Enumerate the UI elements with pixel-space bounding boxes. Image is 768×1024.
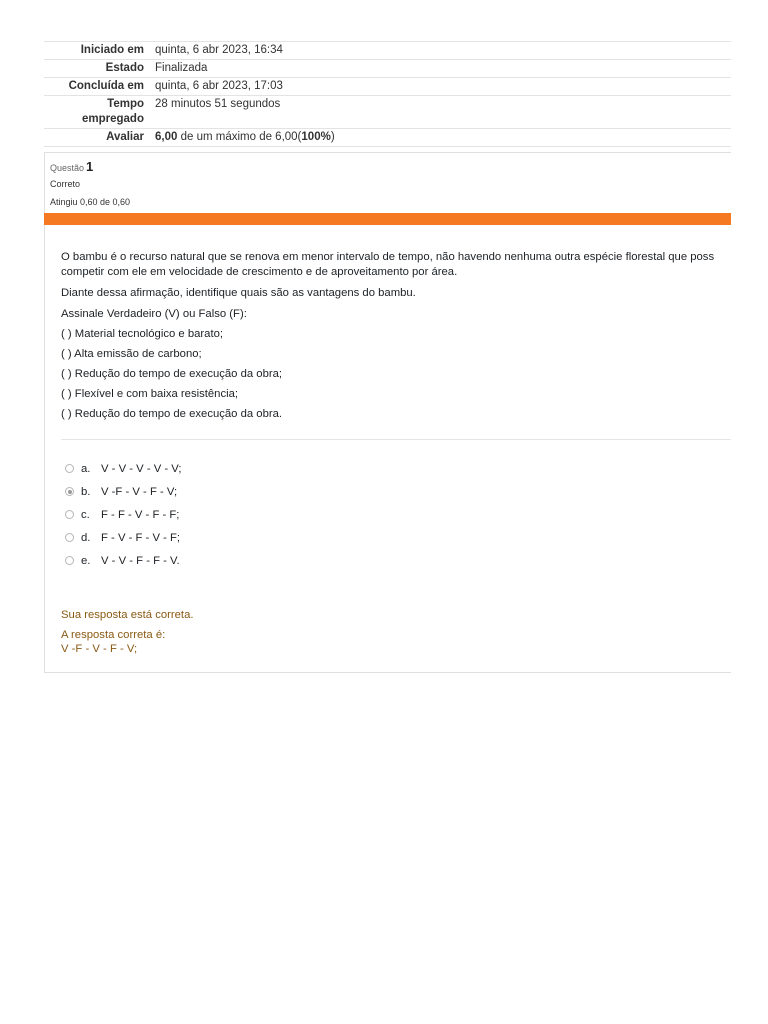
option-letter: a.: [81, 462, 91, 475]
answer-option-b[interactable]: [65, 480, 182, 503]
question-text-line: O bambu é o recurso natural que se renova em menor intervalo de tempo, não havendo nenhuma outra espécie florestal que poss: [61, 251, 715, 263]
radio-button[interactable]: [65, 510, 74, 519]
feedback-box: [61, 608, 194, 656]
option-letter: c.: [81, 508, 90, 521]
question-info-box: [44, 152, 731, 213]
divider: [61, 439, 731, 440]
option-text: V -F - V - F - V;: [101, 485, 178, 498]
question-state: Correto: [50, 179, 81, 189]
question-text-line: competir com ele em velocidade de crescimento e de aproveitamento por área.: [61, 266, 458, 278]
right-answer-label: A resposta correta é:: [61, 629, 166, 641]
summary-label: Tempo empregado: [82, 98, 144, 125]
summary-row-state: [44, 60, 731, 78]
summary-value: 28 minutos 51 segundos: [155, 98, 281, 110]
statement-item: ( ) Alta emissão de carbono;: [61, 348, 202, 360]
grade-score: 6,00: [155, 131, 178, 143]
question-content: [44, 225, 731, 673]
feedback-correct-message: Sua resposta está correta.: [61, 609, 194, 621]
summary-label: Iniciado em: [80, 44, 144, 56]
question-number-value: 1: [86, 159, 94, 174]
question-text-line: Assinale Verdadeiro (V) ou Falso (F):: [61, 308, 247, 320]
answer-option-d[interactable]: [65, 526, 182, 549]
summary-value: quinta, 6 abr 2023, 16:34: [155, 44, 283, 56]
option-letter: e.: [81, 554, 91, 567]
statement-item: ( ) Redução do tempo de execução da obra;: [61, 368, 283, 380]
option-text: V - V - F - F - V.: [101, 554, 180, 567]
right-answer-value: V -F - V - F - V;: [61, 643, 138, 655]
answer-options: [65, 457, 182, 572]
summary-label: Avaliar: [106, 131, 144, 143]
summary-row-time-taken: [44, 96, 731, 129]
attempt-summary-table: [44, 41, 731, 147]
question-prefix: Questão: [50, 163, 85, 173]
radio-button[interactable]: [65, 556, 74, 565]
summary-value: Finalizada: [155, 62, 208, 74]
option-text: F - F - V - F - F;: [101, 508, 180, 521]
summary-row-grade: [44, 129, 731, 147]
statement-item: ( ) Flexível e com baixa resistência;: [61, 388, 239, 400]
grade-end: ): [330, 131, 335, 143]
summary-value: quinta, 6 abr 2023, 17:03: [155, 80, 283, 92]
grade-middle: de um máximo de 6,00(: [177, 131, 302, 143]
radio-button[interactable]: [65, 464, 74, 473]
radio-button-selected[interactable]: [65, 487, 74, 496]
question-number: [50, 159, 93, 174]
summary-row-completed: [44, 78, 731, 96]
question-text-line: Diante dessa afirmação, identifique quais são as vantagens do bambu.: [61, 287, 416, 299]
summary-label: Estado: [105, 62, 144, 74]
option-text: V - V - V - V - V;: [101, 462, 182, 475]
option-letter: b.: [81, 485, 91, 498]
summary-label: Concluída em: [68, 80, 144, 92]
answer-option-e[interactable]: [65, 549, 182, 572]
option-letter: d.: [81, 531, 91, 544]
statement-item: ( ) Redução do tempo de execução da obra.: [61, 408, 283, 420]
answer-option-a[interactable]: [65, 457, 182, 480]
summary-grade-value: [155, 130, 731, 145]
question-header-bar: [44, 213, 731, 225]
statement-item: ( ) Material tecnológico e barato;: [61, 328, 224, 340]
radio-button[interactable]: [65, 533, 74, 542]
summary-row-started: [44, 42, 731, 60]
answer-option-c[interactable]: [65, 503, 182, 526]
question-text: [61, 250, 731, 422]
grade-percent: 100%: [301, 131, 331, 143]
option-text: F - V - F - V - F;: [101, 531, 181, 544]
question-grade: Atingiu 0,60 de 0,60: [50, 197, 131, 207]
